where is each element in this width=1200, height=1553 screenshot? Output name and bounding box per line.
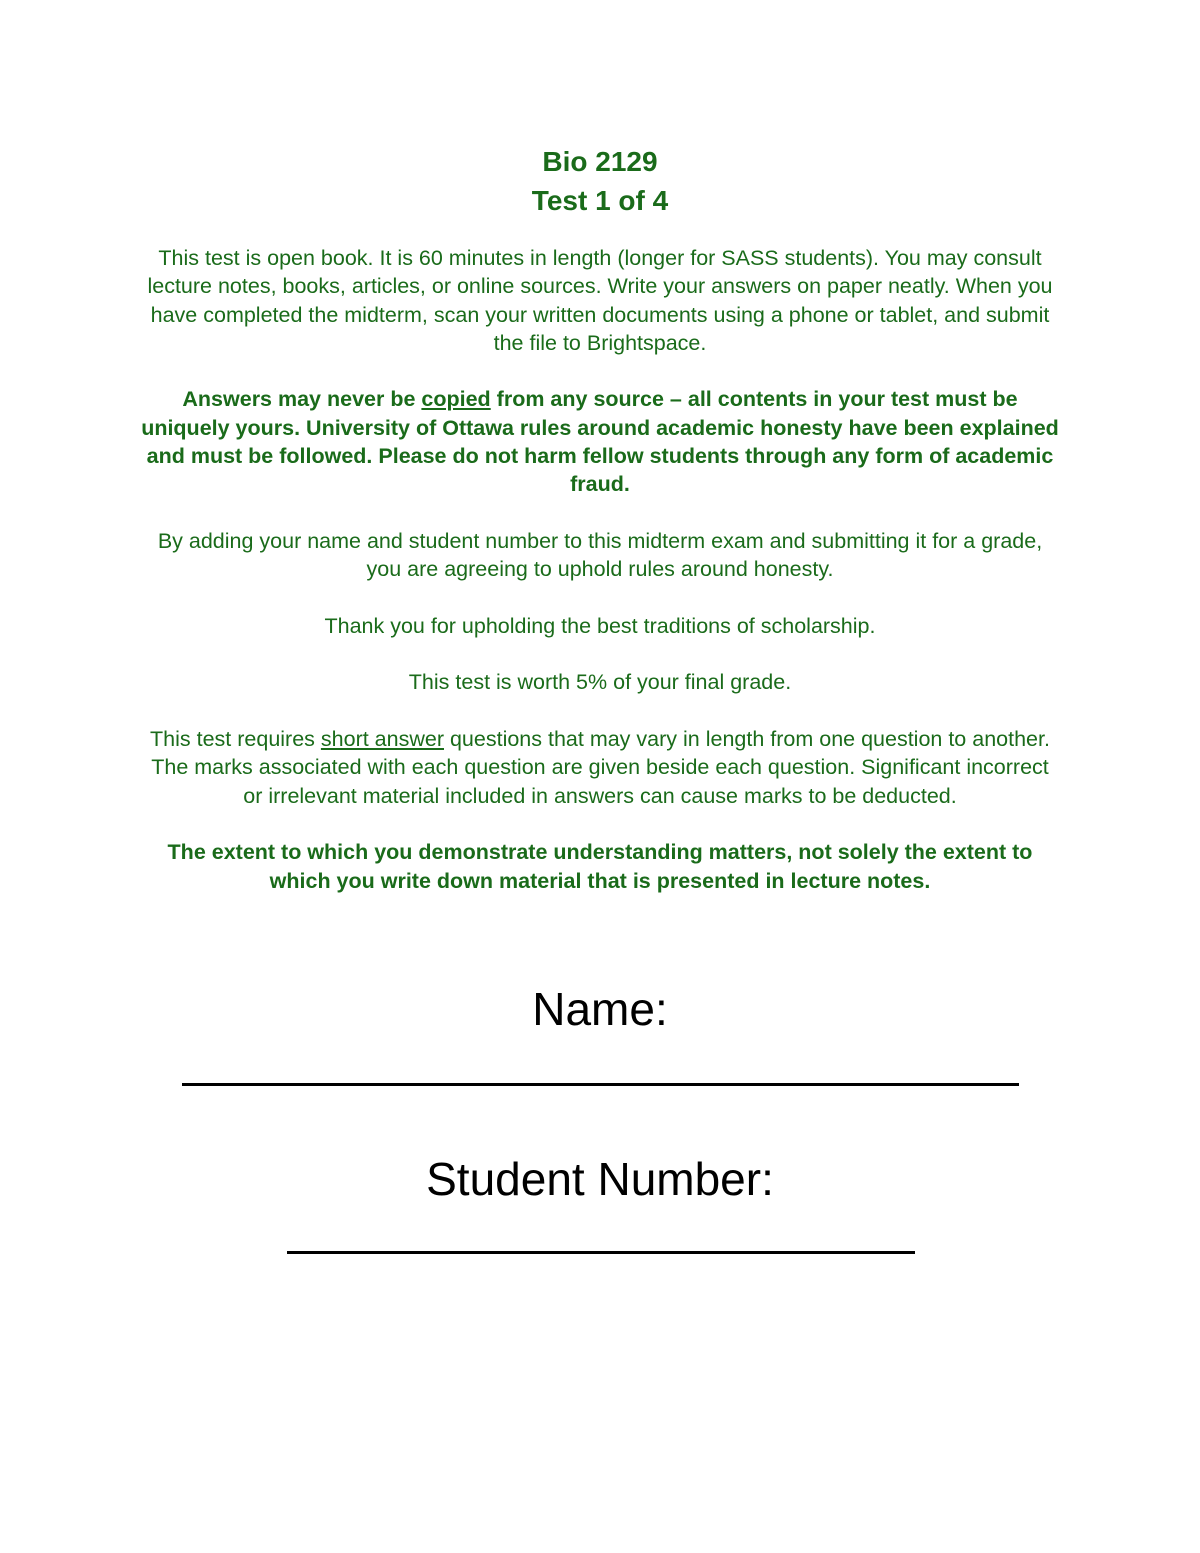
honesty-text-copied: copied bbox=[421, 387, 491, 412]
instructions-paragraph-open-book: This test is open book. It is 60 minutes in length (longer for SASS students). You may consult lecture notes, books, articles, or online sources. Write your answers on paper neatly. When you have completed the midterm, scan your written documents using a phone or tablet, and submit the file to Brightspace. bbox=[147, 246, 1053, 355]
short-answer-text-start: This test requires bbox=[150, 727, 321, 752]
honesty-text-start: Answers may never be bbox=[182, 387, 422, 412]
student-number-input-line[interactable] bbox=[287, 1251, 915, 1254]
instructions-paragraph-agreement: By adding your name and student number to this midterm exam and submitting it for a grade, you are agreeing to uphold rules around honesty. bbox=[157, 528, 1043, 582]
name-input-line[interactable] bbox=[182, 1083, 1019, 1086]
short-answer-text-underlined: short answer bbox=[320, 727, 444, 752]
honesty-text-end: from any source – all contents in your test must be uniquely yours. University of Ottawa rules around academic honesty have been explained and must be followed. Please do not harm fellow students through any form of academic fraud. bbox=[141, 387, 1059, 497]
instructions-paragraph-worth: This test is worth 5% of your final grade. bbox=[408, 670, 792, 695]
instructions-paragraph-honesty bbox=[140, 385, 1060, 498]
instructions bbox=[140, 244, 1060, 923]
short-answer-text-end: questions that may vary in length from one question to another. The marks associated with each question are given beside each question. Significant incorrect or irrelevant material included in answers can cause marks to be deducted. bbox=[151, 727, 1050, 808]
instructions-paragraph-thanks: Thank you for upholding the best traditions of scholarship. bbox=[324, 613, 876, 638]
instructions-paragraph-understanding: The extent to which you demonstrate understanding matters, not solely the extent to which you write down material that is presented in lecture notes. bbox=[167, 840, 1033, 893]
course-title: Bio 2129 bbox=[542, 146, 658, 177]
instructions-paragraph-short-answer bbox=[140, 725, 1060, 810]
test-title: Test 1 of 4 bbox=[531, 185, 669, 216]
title-block bbox=[0, 142, 1200, 220]
student-number-label: Student Number: bbox=[426, 1153, 774, 1205]
name-label: Name: bbox=[532, 983, 668, 1035]
